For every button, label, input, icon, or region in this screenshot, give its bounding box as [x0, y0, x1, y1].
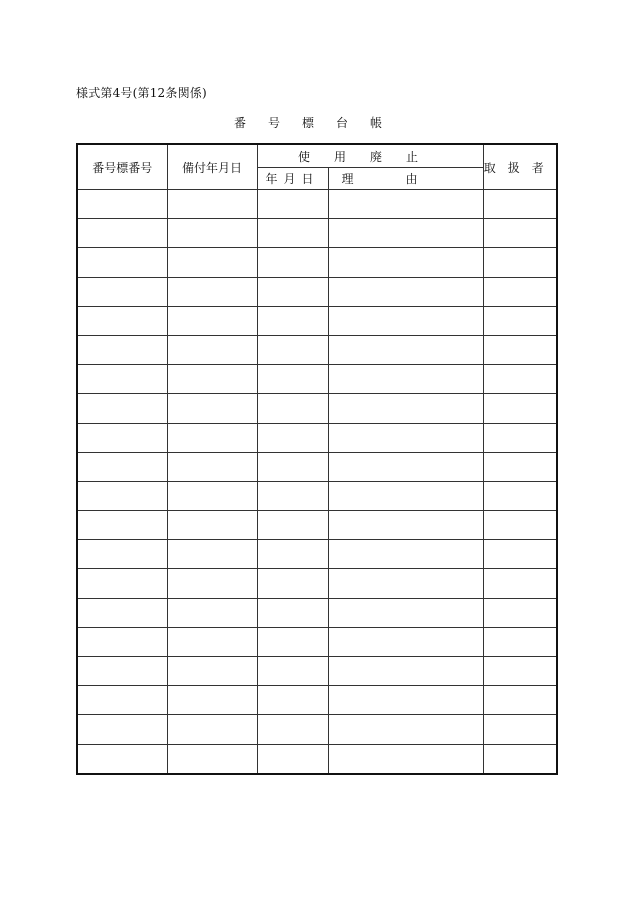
cell-date[interactable] [257, 744, 328, 774]
cell-reason[interactable] [328, 569, 483, 598]
cell-number-plate-no[interactable] [77, 686, 167, 715]
cell-reason[interactable] [328, 657, 483, 686]
cell-number-plate-no[interactable] [77, 365, 167, 394]
header-use-abolition: 使用廃止 [257, 144, 483, 168]
cell-date[interactable] [257, 627, 328, 656]
cell-reason[interactable] [328, 190, 483, 219]
cell-handler[interactable] [483, 365, 557, 394]
table-row [77, 481, 557, 510]
cell-reason[interactable] [328, 306, 483, 335]
cell-reason[interactable] [328, 540, 483, 569]
cell-number-plate-no[interactable] [77, 598, 167, 627]
cell-reason[interactable] [328, 248, 483, 277]
cell-provided-date[interactable] [167, 277, 257, 306]
cell-provided-date[interactable] [167, 190, 257, 219]
cell-handler[interactable] [483, 423, 557, 452]
cell-date[interactable] [257, 511, 328, 540]
cell-date[interactable] [257, 686, 328, 715]
cell-reason[interactable] [328, 715, 483, 744]
table-row [77, 598, 557, 627]
cell-number-plate-no[interactable] [77, 423, 167, 452]
cell-date[interactable] [257, 394, 328, 423]
table-row [77, 715, 557, 744]
table-row [77, 277, 557, 306]
cell-number-plate-no[interactable] [77, 335, 167, 364]
cell-reason[interactable] [328, 335, 483, 364]
number-plate-ledger-table [76, 143, 558, 775]
cell-number-plate-no[interactable] [77, 277, 167, 306]
cell-handler[interactable] [483, 306, 557, 335]
cell-number-plate-no[interactable] [77, 452, 167, 481]
cell-provided-date[interactable] [167, 248, 257, 277]
header-handler: 取扱者 [483, 144, 557, 190]
header-row-1 [77, 144, 557, 168]
cell-number-plate-no[interactable] [77, 569, 167, 598]
cell-provided-date[interactable] [167, 423, 257, 452]
cell-date[interactable] [257, 569, 328, 598]
cell-handler[interactable] [483, 686, 557, 715]
form-number-note: 様式第4号(第12条関係) [76, 86, 207, 100]
cell-number-plate-no[interactable] [77, 190, 167, 219]
cell-number-plate-no[interactable] [77, 394, 167, 423]
table-row [77, 627, 557, 656]
header-number-plate-no: 番号標番号 [77, 144, 167, 190]
cell-handler[interactable] [483, 394, 557, 423]
cell-number-plate-no[interactable] [77, 744, 167, 774]
cell-date[interactable] [257, 540, 328, 569]
table-row [77, 540, 557, 569]
cell-number-plate-no[interactable] [77, 657, 167, 686]
table-row [77, 423, 557, 452]
cell-handler[interactable] [483, 481, 557, 510]
cell-number-plate-no[interactable] [77, 511, 167, 540]
cell-date[interactable] [257, 657, 328, 686]
table-row [77, 394, 557, 423]
cell-provided-date[interactable] [167, 511, 257, 540]
cell-reason[interactable] [328, 744, 483, 774]
cell-date[interactable] [257, 481, 328, 510]
cell-handler[interactable] [483, 190, 557, 219]
cell-date[interactable] [257, 452, 328, 481]
cell-provided-date[interactable] [167, 744, 257, 774]
cell-date[interactable] [257, 715, 328, 744]
cell-reason[interactable] [328, 481, 483, 510]
cell-date[interactable] [257, 277, 328, 306]
header-date: 年月日 [257, 168, 328, 190]
cell-provided-date[interactable] [167, 219, 257, 248]
cell-reason[interactable] [328, 423, 483, 452]
cell-handler[interactable] [483, 335, 557, 364]
table-row [77, 190, 557, 219]
cell-provided-date[interactable] [167, 569, 257, 598]
cell-reason[interactable] [328, 219, 483, 248]
cell-provided-date[interactable] [167, 365, 257, 394]
cell-number-plate-no[interactable] [77, 248, 167, 277]
table-row [77, 511, 557, 540]
cell-reason[interactable] [328, 365, 483, 394]
cell-handler[interactable] [483, 715, 557, 744]
cell-handler[interactable] [483, 657, 557, 686]
cell-reason[interactable] [328, 277, 483, 306]
table-row [77, 306, 557, 335]
table-row [77, 248, 557, 277]
cell-reason[interactable] [328, 511, 483, 540]
cell-handler[interactable] [483, 744, 557, 774]
table-header [77, 144, 557, 190]
cell-number-plate-no[interactable] [77, 540, 167, 569]
cell-date[interactable] [257, 365, 328, 394]
cell-reason[interactable] [328, 452, 483, 481]
cell-provided-date[interactable] [167, 598, 257, 627]
cell-date[interactable] [257, 248, 328, 277]
cell-provided-date[interactable] [167, 657, 257, 686]
table-body [77, 190, 557, 775]
cell-provided-date[interactable] [167, 306, 257, 335]
cell-reason[interactable] [328, 686, 483, 715]
cell-date[interactable] [257, 190, 328, 219]
cell-number-plate-no[interactable] [77, 481, 167, 510]
table-row [77, 686, 557, 715]
cell-provided-date[interactable] [167, 394, 257, 423]
table-row [77, 569, 557, 598]
cell-provided-date[interactable] [167, 481, 257, 510]
table-row [77, 335, 557, 364]
cell-handler[interactable] [483, 540, 557, 569]
cell-date[interactable] [257, 306, 328, 335]
cell-handler[interactable] [483, 452, 557, 481]
table-row [77, 219, 557, 248]
table-row [77, 744, 557, 774]
table-row [77, 365, 557, 394]
cell-provided-date[interactable] [167, 540, 257, 569]
cell-reason[interactable] [328, 598, 483, 627]
cell-reason[interactable] [328, 394, 483, 423]
header-reason: 理由 [328, 168, 483, 190]
cell-handler[interactable] [483, 627, 557, 656]
table-row [77, 657, 557, 686]
cell-handler[interactable] [483, 248, 557, 277]
cell-provided-date[interactable] [167, 627, 257, 656]
cell-number-plate-no[interactable] [77, 306, 167, 335]
table-row [77, 452, 557, 481]
cell-handler[interactable] [483, 277, 557, 306]
cell-provided-date[interactable] [167, 335, 257, 364]
cell-handler[interactable] [483, 598, 557, 627]
cell-date[interactable] [257, 335, 328, 364]
cell-number-plate-no[interactable] [77, 715, 167, 744]
cell-reason[interactable] [328, 627, 483, 656]
cell-number-plate-no[interactable] [77, 219, 167, 248]
cell-date[interactable] [257, 423, 328, 452]
cell-provided-date[interactable] [167, 452, 257, 481]
cell-date[interactable] [257, 598, 328, 627]
cell-number-plate-no[interactable] [77, 627, 167, 656]
cell-date[interactable] [257, 219, 328, 248]
cell-handler[interactable] [483, 569, 557, 598]
page-title: 番号標台帳 [233, 116, 404, 130]
cell-handler[interactable] [483, 219, 557, 248]
cell-handler[interactable] [483, 511, 557, 540]
header-provided-date: 備付年月日 [167, 144, 257, 190]
cell-provided-date[interactable] [167, 715, 257, 744]
cell-provided-date[interactable] [167, 686, 257, 715]
